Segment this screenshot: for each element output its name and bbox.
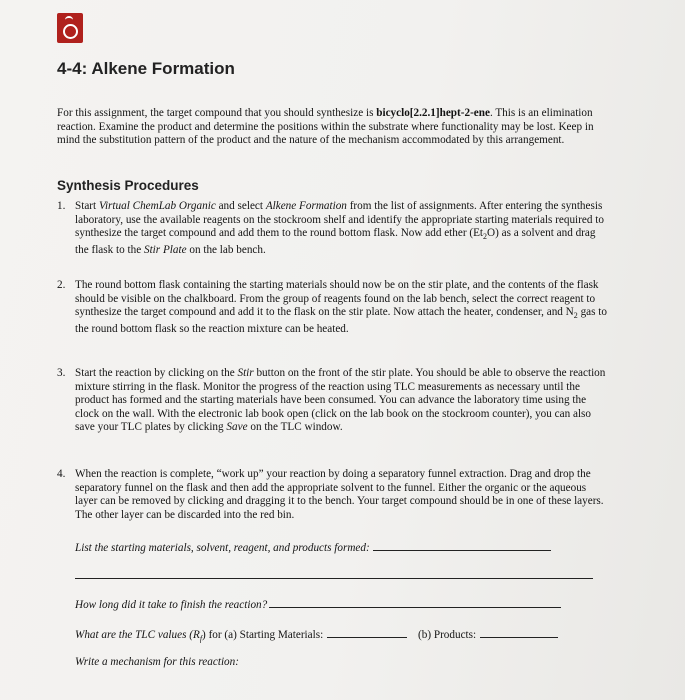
answer-blank[interactable]	[75, 578, 593, 579]
target-compound: bicyclo[2.2.1]hept-2-ene	[376, 107, 490, 119]
procedure-step: 3. Start the reaction by clicking on the Stir button on the front of the stir plate. You should be able to observe the reaction mixture stirring in the flask. Monitor the progress of the reaction using TLC measurements as necessary until the product has formed and the starting materials have been consumed. You can advance the laboratory time using the clock on the wall. With the electronic lab book open (click on the lab book on the stockroom counter), you can also save your TLC plates by clicking Save on the TLC window.	[57, 367, 606, 434]
section-title: Synthesis Procedures	[57, 178, 199, 193]
question-tlc: What are the TLC values $(R_f)$ for (a) Starting Materials: (b) Products:	[75, 627, 558, 645]
procedure-step: 1. Start Virtual ChemLab Organic and select Alkene Formation from the list of assignments. After entering the synthesis laboratory, use the available reagents on the stockroom shelf and identify the appropriate starting materials required to synthesize the target compound and add them to the round bottom flask. Now add ether $(Et_2O)$ as a solvent and drag the flask to the Stir Plate on the lab bench.	[57, 200, 604, 257]
procedure-step: 4. When the reaction is complete, “work up” your reaction by doing a separatory funnel extraction. Drag and drop the separatory funnel on the flask and then add the appropriate solvent to the funnel. Either the organic or the aqueous layer can be removed by clicking and dragging it to the bench. Your target compound should be in one of these layers. The other layer can be discarded into the red bin.	[57, 468, 604, 521]
chemistry-logo-icon	[57, 13, 83, 43]
page-title: 4-4: Alkene Formation	[57, 59, 235, 78]
question-mechanism: Write a mechanism for this reaction:	[75, 656, 239, 668]
intro-paragraph: For this assignment, the target compound that you should synthesize is bicyclo[2.2.1]hept-2-ene. This is an elimination reaction. Examine the product and determine the positions within the substrate where functionality may be lost. Keep in mind the substitution pattern of the product and the nature of the mechanism accommodated by this arrangement.	[57, 107, 594, 147]
answer-blank[interactable]	[480, 627, 558, 638]
question-materials: List the starting materials, solvent, reagent, and products formed:	[75, 540, 551, 555]
answer-blank[interactable]	[327, 627, 407, 638]
question-time: How long did it take to finish the reaction?	[75, 597, 561, 612]
answer-blank[interactable]	[373, 540, 551, 551]
answer-blank[interactable]	[269, 597, 561, 608]
procedure-step: 2. The round bottom flask containing the starting materials should now be on the stir plate, and the contents of the flask should be visible on the chalkboard. From the group of reagents found on the lab bench, select the correct reagent to synthesize the target compound and add it to the flask on the stir plate. Now attach the heater, condenser, and $N_2$ gas to the round bottom flask so the reaction mixture can be heated.	[57, 279, 607, 336]
